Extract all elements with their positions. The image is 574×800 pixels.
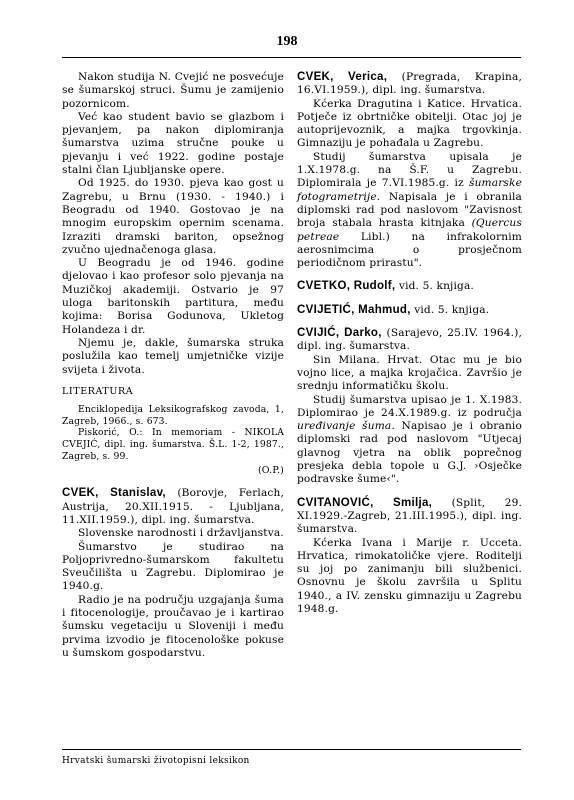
entry-details: (Sarajevo, 25.IV. 1964.), dipl. ing. šumarstva.: [297, 327, 522, 353]
paragraph: Šumarstvo je studirao na Poljoprivredno-šumarskom fakultetu Sveučilišta u Zagrebu. Diplomirao je 1940.g.: [62, 540, 284, 593]
entry-details: (Borovje, Ferlach, Austrija, 20.XII.1915. - Ljubljana, 11.XII.1959.), dipl. ing. šumarstva.: [62, 487, 284, 526]
right-column: [297, 71, 522, 616]
entry-details: vid. 5. knjiga.: [395, 280, 474, 293]
entry-details: vid. 5. knjiga.: [410, 303, 490, 316]
spacer: [297, 270, 522, 280]
entry-headword: CVETKO, Rudolf,: [297, 280, 396, 293]
italic-text: šumarske fotogrametrije: [297, 177, 522, 203]
text-run: Studij šumarstva upisao je 1. X.1983. Diplomirao je 24.X.1989.g. iz područja: [297, 393, 522, 419]
page-number: 198: [276, 34, 298, 49]
entry-cvijic: [297, 327, 522, 354]
footer-rule: [62, 749, 521, 750]
left-column: [62, 71, 284, 660]
spacer: [62, 477, 284, 487]
entry-cvek-stanislav: [62, 487, 284, 527]
entry-headword: CVIJETIĆ, Mahmud,: [297, 303, 411, 316]
spacer: [297, 317, 522, 327]
entry-headword: CVEK, Verica,: [297, 71, 388, 83]
paragraph: Slovenske narodnosti i državljanstva.: [78, 527, 284, 540]
text-run: Studij šumarstva upisala je 1.X.1978.g. na Š.F. u Zagrebu. Diplomirala je 7.VI.1985.g. iz: [297, 150, 522, 190]
entry-headword: CVIJIĆ, Darko,: [297, 327, 382, 340]
paragraph: U Beogradu je od 1946. godine djelovao i kao profesor solo pjevanja na Muzičkoj akademiji. Ostvario je 97 uloga baritonskih partitura, među kojima: Borisa Godunova, Ukletog Holandeza i dr.: [62, 257, 284, 336]
paragraph: Već kao student bavio se glazbom i pjevanjem, pa nakon diplomiranja šumarstva uzima stručne pouke u pjevanju i već 1922. godine postaje stalni član Ljubljanske opere.: [62, 110, 284, 177]
paragraph: Od 1925. do 1930. pjeva kao gost u Zagrebu, u Brnu (1930. - 1940.) i Beogradu od 1940. Gostovao je na mnogim europskim opernim scenama. Izraziti dramski bariton, opsežnog zvučno ujednačenoga glasa.: [62, 177, 284, 256]
italic-text: (Quercus petreae: [297, 217, 522, 243]
paragraph: Nakon studija N. Cvejić ne posvećuje se šumarskoj struci. Šumu je zamijenio pozornicom.: [62, 71, 284, 110]
paragraph: Njemu je, dakle, šumarska struka poslužila kao temelj umjetničke vizije svijeta i života.: [62, 336, 284, 376]
text-run: . Napisala je i obranila diplomski rad pod naslovom "Zavisnost broja stabala hrasta kitnjaka: [297, 190, 522, 230]
entry-cvijetic: [297, 304, 522, 317]
running-footer: Hrvatski šumarski životopisni leksikon: [62, 756, 250, 766]
text-run: . Napisao je i obranio diplomski rad pod naslovom "Utjecaj glavnog vjetra na oblik poprečnog presjeka debla topole u G.J. ›Osječke podravske šume‹".: [297, 420, 522, 486]
header-rule: [62, 57, 521, 58]
paragraph: Sin Milana. Hrvat. Otac mu je bio vojno lice, a majka krojačica. Završio je srednju informatičku školu.: [297, 353, 522, 393]
reference-item: Enciklopedija Leksikografskog zavoda, 1, Zagreb, 1966., s. 673.: [62, 404, 284, 427]
paragraph: Kćerka Dragutina i Katice. Hrvatica. Potječe iz obrtničke obitelji. Otac joj je autoprijevoznik, a majka trgovkinja. Gimnaziju je pohađala u Zagrebu.: [297, 97, 522, 150]
italic-text: uređivanje šuma: [297, 420, 392, 433]
spacer: [297, 487, 522, 497]
text-run: Libl.) na infrakolornim aerosnimcima o prosječnom periodičnom prirastu".: [297, 230, 522, 270]
paragraph: [297, 394, 522, 487]
spacer: [297, 294, 522, 304]
literature-heading: LITERATURA: [62, 385, 134, 397]
entry-cvek-verica: [297, 71, 522, 98]
entry-headword: CVITANOVIĆ, Smilja,: [297, 496, 433, 509]
paragraph: Kćerka Ivana i Marije r. Ucceta. Hrvatica, rimokatoličke vjere. Roditelji su joj po zanimanju bili službenici. Osnovnu je školu završila u Splitu 1940., a IV. zensku gimnaziju u Zagrebu 1948.g.: [297, 536, 522, 615]
entry-headword: CVEK, Stanislav,: [62, 487, 166, 500]
author-initials: (O.P.): [257, 465, 284, 477]
entry-cvetko: [297, 280, 522, 293]
paragraph: [297, 151, 522, 271]
reference-item: Piskorić, O.: In memoriam - NIKOLA CVEJIĆ, dipl. ing. šumarstva. Š.L. 1-2, 1987., Zagreb, s. 99.: [62, 427, 284, 462]
entry-cvitanovic: [297, 497, 522, 537]
entry-details: (Split, 29. XI.1929.-Zagreb, 21.III.1995.), dipl. ing. šumarstva.: [297, 496, 522, 536]
entry-details: (Pregrada, Krapina, 16.VI.1959.), dipl. ing. šumarstva.: [297, 71, 522, 97]
paragraph: Radio je na području uzgajanja šuma i fitocenologije, proučavao je i kartirao šumsku vegetaciju u Sloveniji i među prvima izvodio je fitocenološke pokuse u šumskom gospodarstvu.: [62, 593, 284, 659]
